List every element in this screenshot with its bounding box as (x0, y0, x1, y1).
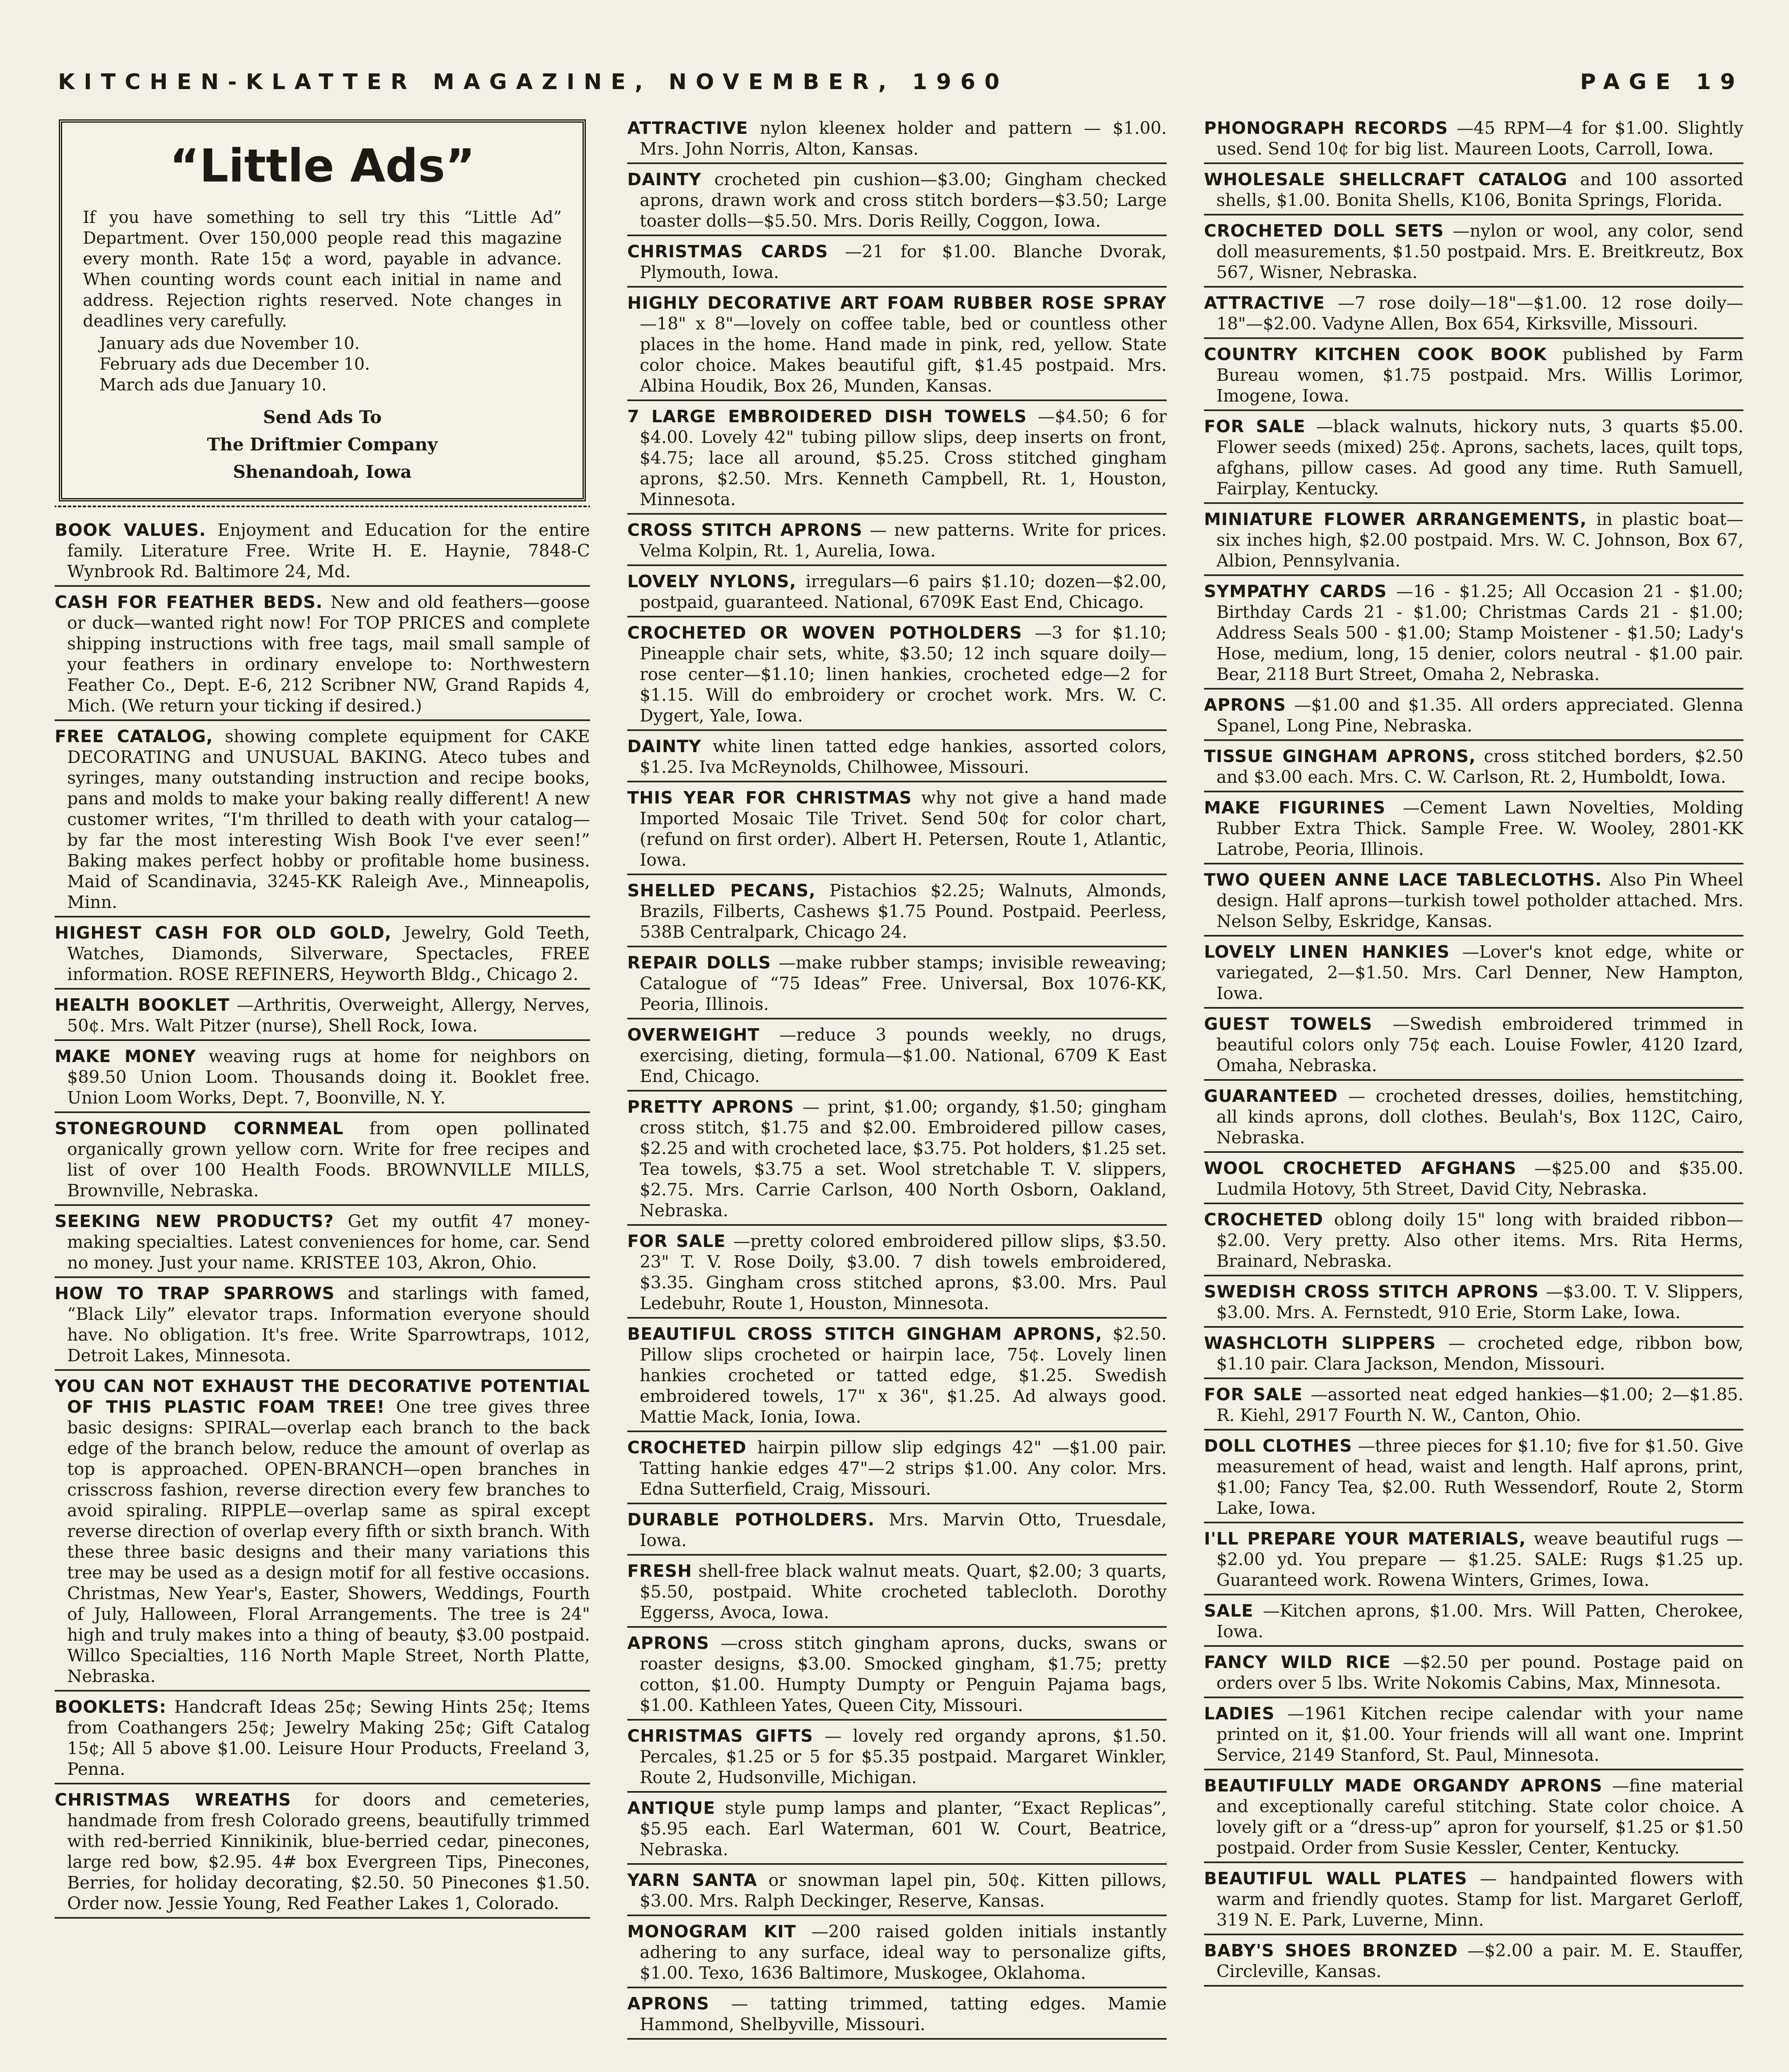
classified-ad (1204, 1773, 1743, 1863)
little-ads-box (59, 119, 586, 501)
ad-text: —3 for $1.10; Pineapple chair sets, white, $3.50; 12 inch square doily—rose center—$1.10; linen hankies, crocheted edge—2 for $1.15. Will do embroidery or crochet work. Mrs. W. C. Dygert, Yale, Iowa. (640, 623, 1167, 726)
classified-ad (55, 1694, 590, 1784)
ad-text: —1961 Kitchen recipe calendar with your name printed on it, $1.00. Your friends will all want one. Imprint Service, 2149 Stanford, St. Paul, Minnesota. (1216, 1704, 1743, 1765)
little-ads-title: “Little Ads” (169, 139, 475, 192)
ad-headline: DAINTY (627, 736, 701, 756)
classified-ad (627, 167, 1167, 236)
classified-ad (1204, 1382, 1743, 1431)
classified-ad (1204, 579, 1743, 690)
ad-text: —pretty colored embroidered pillow slips, $3.50. 23" T. V. Rose Doily, $3.00. 7 dish towels embroidered, $3.35. Gingham cross stitched aprons, $3.00. Mrs. Paul Ledebuhr, Route 1, Houston, Minnesota. (640, 1231, 1167, 1313)
ad-headline: CROCHETED OR WOVEN POTHOLDERS (627, 623, 1023, 643)
ad-headline: YOU CAN NOT EXHAUST THE DECORATIVE POTENTIAL OF THIS PLASTIC FOAM TREE! (55, 1376, 590, 1417)
classified-ad (1204, 1207, 1743, 1276)
ad-headline: FREE CATALOG, (55, 726, 213, 746)
ad-text: hairpin pillow slip edgings 42" —$1.00 pair. Tatting hankie edges 47"—2 strips $1.00. Any color. Mrs. Edna Sutterfield, Craig, Missouri. (640, 1438, 1167, 1499)
ad-text: —make rubber stamps; invisible reweaving; Catalogue of “75 Ideas” Free. Universal, Box 1076-KK, Peoria, Illinois. (640, 953, 1167, 1014)
ad-headline: BABY'S SHOES BRONZED (1204, 1941, 1458, 1961)
classified-ad (1204, 1866, 1743, 1935)
ad-text: —45 RPM—4 for $1.00. Slightly used. Send 10¢ for big list. Maureen Loots, Carroll, Iowa. (1216, 118, 1743, 159)
ad-headline: DAINTY (627, 169, 701, 189)
ad-text: and starlings with famed, “Black Lily” elevator traps. Information everyone should have. No obligation. It's free. Write Sparrowtraps, 1012, Detroit Lakes, Minnesota. (67, 1283, 590, 1365)
ad-text: Get my outfit 47 money-making specialties. Latest conveniences for home, car. Send no money. Just your name. KRISTEE 103, Akron, Ohio. (67, 1211, 590, 1273)
ad-headline: WHOLESALE SHELLCRAFT CATALOG (1204, 169, 1568, 189)
header-title: KITCHEN-KLATTER MAGAZINE, NOVEMBER, 1960 (58, 70, 1009, 94)
ad-text: — crocheted dresses, doilies, hemstitching, all kinds aprons, doll clothes. Beulah's, Box 112C, Cairo, Nebraska. (1216, 1086, 1743, 1147)
classified-ad (1204, 1701, 1743, 1770)
ads-list (55, 517, 590, 1919)
ad-text: —7 rose doily—18"—$1.00. 12 rose doily—18"—$2.00. Vadyne Allen, Box 654, Kirksville, Missouri. (1216, 293, 1743, 334)
ad-headline: CROSS STITCH APRONS (627, 520, 863, 540)
ad-headline: MAKE FIGURINES (1204, 798, 1386, 818)
ad-headline: SHELLED PECANS, (627, 881, 816, 900)
classified-ad (1204, 115, 1743, 164)
ad-text: why not give a hand made Imported Mosaic Tile Trivet. Send 50¢ for color chart, (refund on first order). Albert H. Petersen, Route 1, Atlantic, Iowa. (640, 788, 1167, 870)
ad-text: $2.50. Pillow slips crocheted or hairpin lace, 75¢. Lovely linen hankies crocheted or tatted edge, $1.25. Swedish embroidered towels, 17" x 36", $1.25. Ad always good. Mattie Mack, Ionia, Iowa. (640, 1324, 1167, 1427)
ad-headline: ATTRACTIVE (627, 118, 748, 138)
ad-headline: PRETTY APRONS (627, 1097, 794, 1117)
classified-ad (627, 517, 1167, 566)
ad-text: —$2.50 per pound. Postage paid on orders over 5 lbs. Write Nokomis Cabins, Max, Minnesota. (1216, 1652, 1743, 1693)
ad-headline: REPAIR DOLLS (627, 953, 771, 973)
classified-ad (1204, 506, 1743, 576)
ad-headline: SYMPATHY CARDS (1204, 581, 1387, 601)
ad-text: weave beautiful rugs — $2.00 yd. You prepare — $1.25. SALE: Rugs $1.25 up. Guaranteed work. Rowena Winters, Grimes, Iowa. (1216, 1529, 1743, 1590)
ad-headline: 7 LARGE EMBROIDERED DISH TOWELS (627, 407, 1027, 426)
classified-ad (55, 920, 590, 990)
classified-ad (627, 1795, 1167, 1865)
classified-ad (55, 724, 590, 917)
ad-headline: WOOL CROCHETED AFGHANS (1204, 1158, 1517, 1178)
ad-headline: SEEKING NEW PRODUCTS? (55, 1211, 334, 1231)
classified-ad (1204, 1938, 1743, 1987)
classified-ad (1204, 939, 1743, 1009)
classified-ad (627, 1435, 1167, 1504)
classified-ad (627, 950, 1167, 1019)
ad-text: crocheted pin cushion—$3.00; Gingham checked aprons, drawn work and cross stitch borders—$3.50; Large toaster dolls—$5.50. Mrs. Doris Reilly, Coggon, Iowa. (640, 169, 1167, 231)
column-1 (55, 115, 590, 2072)
ad-headline: CHRISTMAS CARDS (627, 242, 828, 261)
ad-text: —Swedish embroidered trimmed in beautiful colors only 75¢ each. Louise Fowler, 4120 Izard, Omaha, Nebraska. (1216, 1014, 1743, 1075)
ad-text: —$3.00. T. V. Slippers, $3.00. Mrs. A. Fernstedt, 910 Erie, Storm Lake, Iowa. (1216, 1282, 1743, 1322)
ad-text: —$25.00 and $35.00. Ludmila Hotovy, 5th Street, David City, Nebraska. (1216, 1158, 1743, 1199)
ad-headline: COUNTRY KITCHEN COOK BOOK (1204, 344, 1547, 364)
ad-text: Pistachios $2.25; Walnuts, Almonds, Brazils, Filberts, Cashews $1.75 Pound. Postpaid. Peerless, 538B Centralpark, Chicago 24. (640, 881, 1167, 942)
ad-headline: CROCHETED DOLL SETS (1204, 221, 1444, 241)
ad-text: — lovely red organdy aprons, $1.50. Percales, $1.25 or 5 for $5.35 postpaid. Margaret Winkler, Route 2, Hudsonville, Michigan. (640, 1726, 1167, 1787)
ad-text: style pump lamps and planter, “Exact Replicas”, $5.95 each. Earl Waterman, 601 W. Court, Beatrice, Nebraska. (640, 1798, 1167, 1859)
classified-ad (55, 1208, 590, 1278)
ad-text: —cross stitch gingham aprons, ducks, swans or roaster designs, $3.00. Smocked gingham, $1.75; pretty cotton, $1.00. Humpty Dumpty or Penguin Pajama bags, $1.00. Kathleen Yates, Queen City, Missouri. (640, 1633, 1167, 1715)
ad-headline: FOR SALE (1204, 416, 1305, 436)
classified-ad (1204, 1526, 1743, 1595)
ad-headline: DURABLE POTHOLDERS. (627, 1510, 875, 1530)
classified-ad (627, 1919, 1167, 1988)
ad-text: published by Farm Bureau women, $1.75 postpaid. Mrs. Willis Lorimor, Imogene, Iowa. (1216, 344, 1743, 406)
classified-ad (1204, 867, 1743, 937)
ad-text: —21 for $1.00. Blanche Dvorak, Plymouth, Iowa. (640, 242, 1167, 282)
ad-text: —assorted neat edged hankies—$1.00; 2—$1.85. R. Kiehl, 2917 Fourth N. W., Canton, Ohio. (1216, 1385, 1743, 1425)
ad-text: —Arthritis, Overweight, Allergy, Nerves, 50¢. Mrs. Walt Pitzer (nurse), Shell Rock, Iowa. (67, 995, 590, 1036)
classified-ad (1204, 1330, 1743, 1379)
ad-headline: CHRISTMAS GIFTS (627, 1726, 813, 1746)
ad-headline: HIGHLY DECORATIVE ART FOAM RUBBER ROSE SPRAY (627, 293, 1167, 313)
ad-headline: BOOK VALUES. (55, 520, 206, 540)
ad-headline: YARN SANTA (627, 1870, 757, 1890)
classified-ad (1204, 1598, 1743, 1647)
send-ads-label: Send Ads To (263, 407, 382, 427)
ad-text: Enjoyment and Education for the entire family. Literature Free. Write H. E. Haynie, 7848-C Wynbrook Rd. Baltimore 24, Md. (67, 520, 590, 581)
ad-text: — handpainted flowers with warm and friendly quotes. Stamp for list. Margaret Gerloff, 319 N. E. Park, Luverne, Minn. (1216, 1869, 1743, 1930)
ad-headline: FANCY WILD RICE (1204, 1652, 1391, 1672)
classified-ad (55, 1787, 590, 1919)
classified-ad (1204, 692, 1743, 741)
ad-headline: HOW TO TRAP SPARROWS (55, 1283, 335, 1303)
classified-ad (627, 239, 1167, 288)
ad-text: —Lover's knot edge, white or variegated, 2—$1.50. Mrs. Carl Denner, New Hampton, Iowa. (1216, 942, 1743, 1003)
deadline-list (83, 333, 562, 395)
ad-text: weaving rugs at home for neighbors on $89.50 Union Loom. Thousands doing it. Booklet free. Union Loom Works, Dept. 7, Boonville, N. Y. (67, 1046, 590, 1108)
deadline-item: January ads due November 10. (99, 334, 360, 353)
ad-text: One tree gives three basic designs: SPIRAL—overlap each branch to the back edge of the branch below, reduce the amount of overlap as top is approached. OPEN-BRANCH—open branches in crisscross fashion, reverse direction every few branches to avoid spiraling. RIPPLE—overlap same as spiral except reverse direction of overlap every fifth or sixth branch. With these three basic designs and their many variations this tree may be used as a design motif for all festive occasions. Christmas, New Year's, Easter, Showers, Weddings, Fourth of July, Halloween, Floral Arrangements. The tree is 24" high and truly makes into a thing of beauty, $3.00 postpaid. Willco Specialties, 116 North Maple Street, North Platte, Nebraska. (67, 1397, 590, 1686)
ad-text: —reduce 3 pounds weekly, no drugs, exercising, dieting, formula—$1.00. National, 6709 K East End, Chicago. (640, 1025, 1167, 1086)
ad-text: for doors and cemeteries, handmade from fresh Colorado greens, beautifully trimmed with red-berried Kinnikinik, blue-berried cedar, pinecones, large red bow, $2.95. 4# box Evergreen Tips, Pinecones, Berries, for holiday decorating, $2.50. 50 Pinecones $1.50. Order now. Jessie Young, Red Feather Lakes 1, Colorado. (67, 1790, 590, 1913)
ad-text: or snowman lapel pin, 50¢. Kitten pillows, $3.00. Mrs. Ralph Deckinger, Reserve, Kansas. (640, 1870, 1167, 1911)
classified-ad (55, 517, 590, 587)
ad-headline: CROCHETED (627, 1438, 747, 1457)
ad-text: showing complete equipment for CAKE DECORATING and UNUSUAL BAKING. Ateco tubes and syringes, many outstanding instruction and recipe books, pans and molds to make your baking really different! A new customer writes, “I'm thrilled to death with your catalog—by far the most interesting Wish Book I've ever seen!” Baking makes perfect hobby or profitable home business. Maid of Scandinavia, 3245-KK Raleigh Ave., Minneapolis, Minn. (67, 726, 590, 912)
ad-headline: BOOKLETS: (55, 1697, 167, 1717)
classified-ad (627, 1991, 1167, 2040)
ad-headline: ATTRACTIVE (1204, 293, 1325, 313)
ad-text: — tatting trimmed, tatting edges. Mamie Hammond, Shelbyville, Missouri. (640, 1994, 1167, 2034)
ad-headline: TWO QUEEN ANNE LACE TABLECLOTHS. (1204, 870, 1602, 890)
ad-headline: MAKE MONEY (55, 1046, 196, 1066)
classified-ad (627, 1094, 1167, 1226)
ad-headline: MINIATURE FLOWER ARRANGEMENTS, (1204, 509, 1587, 529)
ad-text: and 100 assorted shells, $1.00. Bonita Shells, K106, Bonita Springs, Florida. (1216, 169, 1743, 210)
ad-text: —16 - $1.25; All Occasion 21 - $1.00; Birthday Cards 21 - $1.00; Christmas Cards 21 - $1.00; Address Seals 500 - $1.00; Stamp Moistener - $1.50; Lady's Hose, medium, long, 15 denier, colors neutral - $1.00 pair. Bear, 2118 Burt Street, Omaha 2, Nebraska. (1216, 581, 1743, 684)
classified-ad (55, 1373, 590, 1692)
classified-ad (55, 1116, 590, 1206)
ad-text: cross stitched borders, $2.50 and $3.00 each. Mrs. C. W. Carlson, Rt. 2, Humboldt, Iowa. (1216, 746, 1743, 787)
classified-ad (55, 1280, 590, 1371)
ad-text: — new patterns. Write for prices. Velma Kolpin, Rt. 1, Aurelia, Iowa. (640, 520, 1167, 561)
classified-ad (627, 878, 1167, 947)
ad-text: Jewelry, Gold Teeth, Watches, Diamonds, Silverware, Spectacles, FREE information. ROSE REFINERS, Heyworth Bldg., Chicago 2. (67, 923, 590, 984)
classified-ad (55, 1043, 590, 1113)
classified-ad (1204, 290, 1743, 339)
deadline-item: March ads due January 10. (99, 375, 327, 395)
ad-text: irregulars—6 pairs $1.10; dozen—$2.00, postpaid, guaranteed. National, 6709K East End, Chicago. (640, 571, 1167, 612)
company-name: The Driftmier Company (207, 434, 438, 455)
ad-headline: GUEST TOWELS (1204, 1014, 1373, 1034)
classified-ad (627, 404, 1167, 515)
ads-list (1204, 115, 1743, 1987)
classified-ad (1204, 1011, 1743, 1081)
ad-text: —three pieces for $1.10; five for $1.50. Give measurement of head, waist and length. Half aprons, print, $1.00; Fancy Tea, $2.00. Ruth Wessendorf, Route 2, Storm Lake, Iowa. (1216, 1436, 1743, 1518)
classified-ad (627, 1022, 1167, 1092)
classified-ad (627, 785, 1167, 875)
classified-ad (1204, 743, 1743, 792)
ad-headline: THIS YEAR FOR CHRISTMAS (627, 788, 912, 808)
ad-headline: HEALTH BOOKLET (55, 995, 230, 1015)
classified-ad (55, 589, 590, 721)
ad-text: —$2.00 a pair. M. E. Stauffer, Circleville, Kansas. (1216, 1941, 1743, 1981)
ad-headline: LADIES (1204, 1704, 1275, 1723)
ad-headline: APRONS (627, 1633, 710, 1653)
ad-text: nylon kleenex holder and pattern — $1.00. Mrs. John Norris, Alton, Kansas. (640, 118, 1167, 159)
classified-ad (1204, 218, 1743, 288)
classified-ad (627, 1558, 1167, 1628)
ad-text: —18" x 8"—lovely on coffee table, bed or countless other places in the home. Hand made in pink, red, yellow. State color choice. Makes beautiful gift, $1.45 postpaid. Mrs. Albina Houdik, Box 26, Munden, Kansas. (640, 314, 1167, 396)
column-3 (1204, 115, 1743, 2072)
ads-list (627, 115, 1167, 2040)
classified-ad (627, 115, 1167, 164)
ad-headline: FOR SALE (1204, 1385, 1303, 1404)
ad-headline: LOVELY NYLONS, (627, 571, 797, 591)
ad-text: white linen tatted edge hankies, assorted colors, $1.25. Iva McReynolds, Chilhowee, Missouri. (640, 736, 1167, 777)
ad-text: New and old feathers—goose or duck—wanted right now! For TOP PRICES and complete shipping instructions with free tags, mail small sample of your feathers in ordinary envelope to: Northwestern Feather Co., Dept. E-6, 212 Scribner NW, Grand Rapids 4, Mich. (We return your ticking if desired.) (67, 592, 590, 716)
ad-headline: BEAUTIFULLY MADE ORGANDY APRONS (1204, 1776, 1603, 1796)
ad-text: — print, $1.00; organdy, $1.50; gingham cross stitch, $1.75 and $2.00. Embroidered pillow cases, $2.25 and with crocheted lace, $3.75. Pot holders, $1.25 set. Tea towels, $3.75 a set. Wool stretchable T. V. slippers, $2.75. Mrs. Carrie Carlson, 400 North Osborn, Oakland, Nebraska. (640, 1097, 1167, 1220)
ad-headline: APRONS (1204, 695, 1286, 715)
classified-ad (1204, 1083, 1743, 1153)
deadline-item: February ads due December 10. (99, 355, 370, 374)
classified-ad (627, 290, 1167, 401)
classified-ad (1204, 1155, 1743, 1204)
classified-ad (1204, 167, 1743, 215)
ad-text: —200 raised golden initials instantly adhering to any surface, ideal way to personalize gifts, $1.00. Texo, 1636 Baltimore, Muskogee, Oklahoma. (640, 1922, 1167, 1983)
ad-headline: PHONOGRAPH RECORDS (1204, 118, 1448, 138)
classified-ad (627, 733, 1167, 782)
classified-ad (627, 1723, 1167, 1793)
ad-headline: FRESH (627, 1561, 692, 1581)
ad-headline: STONEGROUND CORNMEAL (55, 1118, 344, 1138)
ad-headline: FOR SALE (627, 1231, 726, 1251)
ad-headline: BEAUTIFUL WALL PLATES (1204, 1869, 1467, 1888)
classified-ad (627, 1507, 1167, 1556)
ad-headline: OVERWEIGHT (627, 1025, 760, 1045)
classified-ad (1204, 1279, 1743, 1328)
little-ads-description: If you have something to sell try this “Little Ad” Department. Over 150,000 people read this magazine every month. Rate 15¢ a word, payable in advance. When counting words count each initial in name and address. Rejection rights reserved. Note changes in deadlines very carefully. (83, 208, 562, 331)
ad-text: shell-free black walnut meats. Quart, $2.00; 3 quarts, $5.50, postpaid. White crocheted tablecloth. Dorothy Eggerss, Avoca, Iowa. (640, 1561, 1167, 1622)
ad-text: Also Pin Wheel design. Half aprons—turkish towel potholder attached. Mrs. Nelson Selby, Eskridge, Kansas. (1216, 870, 1743, 931)
classified-ad (55, 992, 590, 1041)
classified-ad (1204, 1649, 1743, 1698)
classified-ad (627, 1321, 1167, 1432)
column-2 (627, 115, 1167, 2072)
ad-headline: HIGHEST CASH FOR OLD GOLD, (55, 923, 392, 943)
classified-ad (627, 1630, 1167, 1721)
ad-text: —Kitchen aprons, $1.00. Mrs. Will Patten, Cherokee, Iowa. (1216, 1601, 1743, 1641)
ad-text: —black walnuts, hickory nuts, 3 quarts $5.00. Flower seeds (mixed) 25¢. Aprons, sachets, laces, quilt tops, afghans, pillow cases. Ad good any time. Ruth Samuell, Fairplay, Kentucky. (1216, 416, 1743, 499)
ad-text: Handcraft Ideas 25¢; Sewing Hints 25¢; Items from Coathangers 25¢; Jewelry Making 25¢; Gift Catalog 15¢; All 5 above $1.00. Leisure Hour Products, Freeland 3, Penna. (67, 1697, 590, 1779)
ad-headline: TISSUE GINGHAM APRONS, (1204, 746, 1476, 766)
classified-ad (627, 569, 1167, 617)
classified-ad (627, 620, 1167, 731)
ad-headline: SWEDISH CROSS STITCH APRONS (1204, 1282, 1539, 1302)
ad-text: —$1.00 and $1.35. All orders appreciated. Glenna Spanel, Long Pine, Nebraska. (1216, 695, 1743, 736)
page-number: PAGE 19 (1580, 70, 1744, 94)
ad-text: oblong doily 15" long with braided ribbon—$2.00. Very pretty. Also other items. Mrs. Rita Herms, Brainard, Nebraska. (1216, 1210, 1743, 1271)
ad-headline: SALE (1204, 1601, 1254, 1621)
ad-text: —$4.50; 6 for $4.00. Lovely 42" tubing pillow slips, deep inserts on front, $4.75; lace all around, $5.25. Cross stitched gingham aprons, $2.50. Mrs. Kenneth Campbell, Rt. 1, Houston, Minnesota. (640, 407, 1167, 509)
ad-text: —Cement Lawn Novelties, Molding Rubber Extra Thick. Sample Free. W. Wooley, 2801-KK Latrobe, Peoria, Illinois. (1216, 798, 1743, 859)
classified-ad (1204, 1433, 1743, 1523)
send-ads-to (83, 404, 562, 486)
ad-headline: APRONS (627, 1994, 710, 2014)
classified-ad (1204, 795, 1743, 864)
ad-headline: ANTIQUE (627, 1798, 716, 1818)
ad-text: in plastic boat—six inches high, $2.00 postpaid. Mrs. W. C. Johnson, Box 67, Albion, Pennsylvania. (1216, 509, 1743, 571)
ad-headline: CHRISTMAS WREATHS (55, 1790, 291, 1810)
ad-headline: DOLL CLOTHES (1204, 1436, 1352, 1456)
ad-text: —fine material and exceptionally careful stitching. State color choice. A lovely gift or a “dress-up” apron for yourself, $1.25 or $1.50 postpaid. Order from Susie Kessler, Center, Kentucky. (1216, 1776, 1743, 1858)
ad-headline: I'LL PREPARE YOUR MATERIALS, (1204, 1529, 1526, 1549)
classified-ad (1204, 414, 1743, 504)
ad-headline: CASH FOR FEATHER BEDS. (55, 592, 323, 612)
ad-headline: CROCHETED (1204, 1210, 1323, 1230)
page-header (58, 70, 1744, 107)
ad-text: Mrs. Marvin Otto, Truesdale, Iowa. (640, 1510, 1167, 1550)
classified-ad (627, 1228, 1167, 1319)
company-city: Shenandoah, Iowa (233, 462, 412, 482)
ad-headline: BEAUTIFUL CROSS STITCH GINGHAM APRONS, (627, 1324, 1102, 1344)
ad-text: from open pollinated organically grown yellow corn. Write for free recipes and list of over 100 Health Foods. BROWNVILLE MILLS, Brownville, Nebraska. (67, 1118, 590, 1201)
ad-headline: GUARANTEED (1204, 1086, 1338, 1106)
classified-ad (1204, 341, 1743, 411)
ad-headline: LOVELY LINEN HANKIES (1204, 942, 1450, 962)
ad-text: — crocheted edge, ribbon bow, $1.10 pair. Clara Jackson, Mendon, Missouri. (1216, 1333, 1743, 1374)
ad-headline: WASHCLOTH SLIPPERS (1204, 1333, 1436, 1353)
classified-ad (627, 1867, 1167, 1916)
ad-text: —nylon or wool, any color, send doll measurements, $1.50 postpaid. Mrs. E. Breitkreutz, Box 567, Wisner, Nebraska. (1216, 221, 1743, 282)
ad-headline: MONOGRAM KIT (627, 1922, 796, 1941)
